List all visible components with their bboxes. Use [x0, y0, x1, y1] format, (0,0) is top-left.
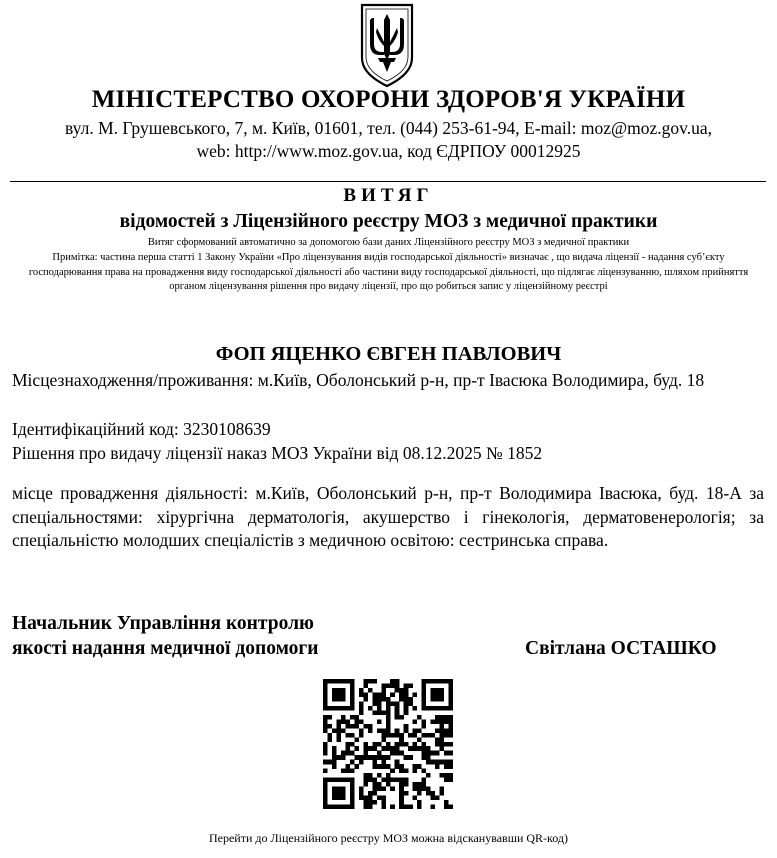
ministry-web-code: web: http://www.moz.gov.ua, код ЄДРПОУ 00012925 — [196, 141, 581, 161]
qr-code-icon[interactable] — [323, 679, 453, 809]
signatory-position-line2: якості надання медичної допомоги — [12, 638, 319, 659]
header-divider — [10, 181, 766, 182]
signatory-position-line1: Начальник Управління контролю — [12, 613, 314, 634]
ministry-title: МІНІСТЕРСТВО ОХОРОНИ ЗДОРОВ'Я УКРАЇНИ — [91, 86, 686, 113]
licensee-ident-code: Ідентифікаційний код: 3230108639 — [12, 419, 271, 439]
licensee-name: ФОП ЯЦЕНКО ЄВГЕН ПАВЛОВИЧ — [215, 343, 562, 365]
activity-place-and-specialties: місце провадження діяльності: м.Київ, Оболонський р-н, пр-т Володимира Івасюка, буд. 18-А за спеціальностями: хірургічна дерматологія, акушерство і гінекологія, дерматовенерологія; за спеціальністю молодших спеціалістів з медичною освітою: сестринська справа. — [12, 483, 764, 550]
extract-subtitle: відомостей з Ліцензійного реєстру МОЗ з медичної практики — [119, 211, 658, 232]
extract-title: ВИТЯГ — [343, 185, 434, 206]
auto-generated-note: Витяг сформований автоматично за допомогою бази даних Ліцензійного реєстру МОЗ з медичної практики — [147, 237, 630, 248]
qr-caption: Перейти до Ліцензійного реєстру МОЗ можна відсканувавши QR-код) — [208, 831, 569, 845]
ministry-address: вул. М. Грушевського, 7, м. Київ, 01601, тел. (044) 253-61-94, E-mail: moz@moz.gov.ua, — [64, 118, 713, 138]
licensee-location: Місцезнаходження/проживання: м.Київ, Оболонський р-н, пр-т Івасюка Володимира, буд. 18 — [12, 370, 705, 390]
signatory-name: Світлана ОСТАШКО — [525, 638, 717, 659]
legal-note: Примітка: частина перша статті 1 Закону України «Про ліцензування видів господарської діяльності» визначає , що видача ліцензії - надання суб’єкту господарювання права на провадження виду господарської діяльності або частини виду господарської діяльності, що підлягає ліцензуванню, шляхом прийняття органом ліцензування рішення про видачу ліцензії, про що робиться запис у ліцензійному реєстрі — [28, 252, 749, 292]
license-decision: Рішення про видачу ліцензії наказ МОЗ України від 08.12.2025 № 1852 — [12, 443, 543, 463]
trident-emblem-icon — [358, 2, 416, 88]
